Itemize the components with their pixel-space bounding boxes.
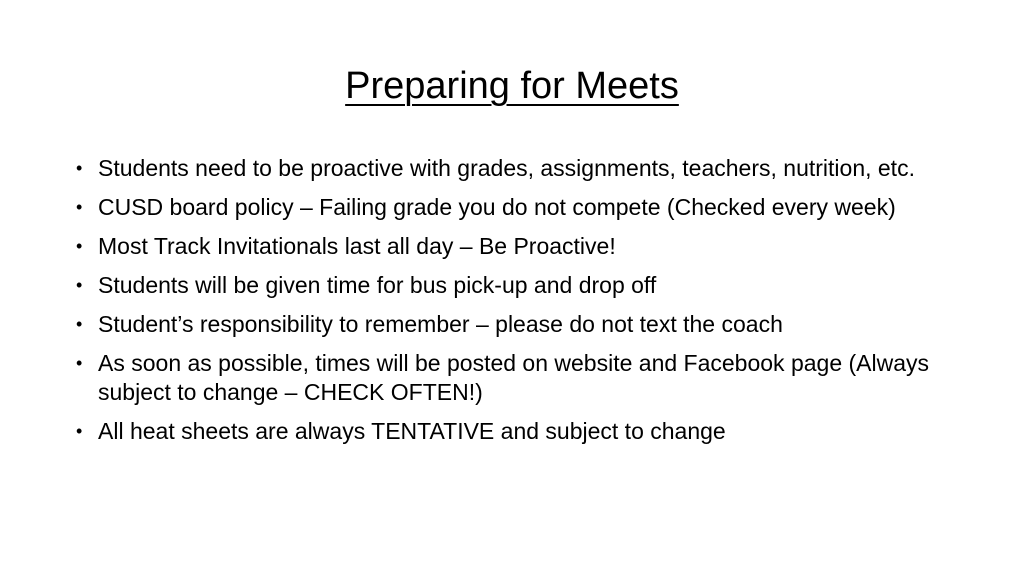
bullet-text: Student’s responsibility to remember – please do not text the coach bbox=[98, 311, 783, 337]
bullet-icon: • bbox=[76, 197, 83, 217]
bullet-icon: • bbox=[76, 314, 83, 334]
bullet-icon: • bbox=[76, 421, 83, 441]
bullet-icon: • bbox=[76, 275, 83, 295]
bullet-item bbox=[76, 349, 956, 407]
bullet-text: Students need to be proactive with grades, assignments, teachers, nutrition, etc. bbox=[98, 155, 915, 181]
bullet-item bbox=[76, 154, 956, 183]
bullet-text: Most Track Invitationals last all day – Be Proactive! bbox=[98, 233, 616, 259]
bullet-list bbox=[76, 154, 956, 456]
bullet-icon: • bbox=[76, 353, 83, 373]
bullet-text: As soon as possible, times will be posted on website and Facebook page (Always subject to change – CHECK OFTEN!) bbox=[98, 350, 930, 405]
bullet-item bbox=[76, 271, 956, 300]
bullet-text: CUSD board policy – Failing grade you do not compete (Checked every week) bbox=[98, 194, 896, 220]
slide-title: Preparing for Meets bbox=[345, 65, 679, 107]
bullet-item bbox=[76, 232, 956, 261]
bullet-item bbox=[76, 193, 956, 222]
bullet-item bbox=[76, 417, 956, 446]
bullet-text: All heat sheets are always TENTATIVE and subject to change bbox=[98, 418, 726, 444]
bullet-icon: • bbox=[76, 236, 83, 256]
bullet-text: Students will be given time for bus pick-up and drop off bbox=[98, 272, 657, 298]
bullet-item bbox=[76, 310, 956, 339]
bullet-icon: • bbox=[76, 158, 83, 178]
